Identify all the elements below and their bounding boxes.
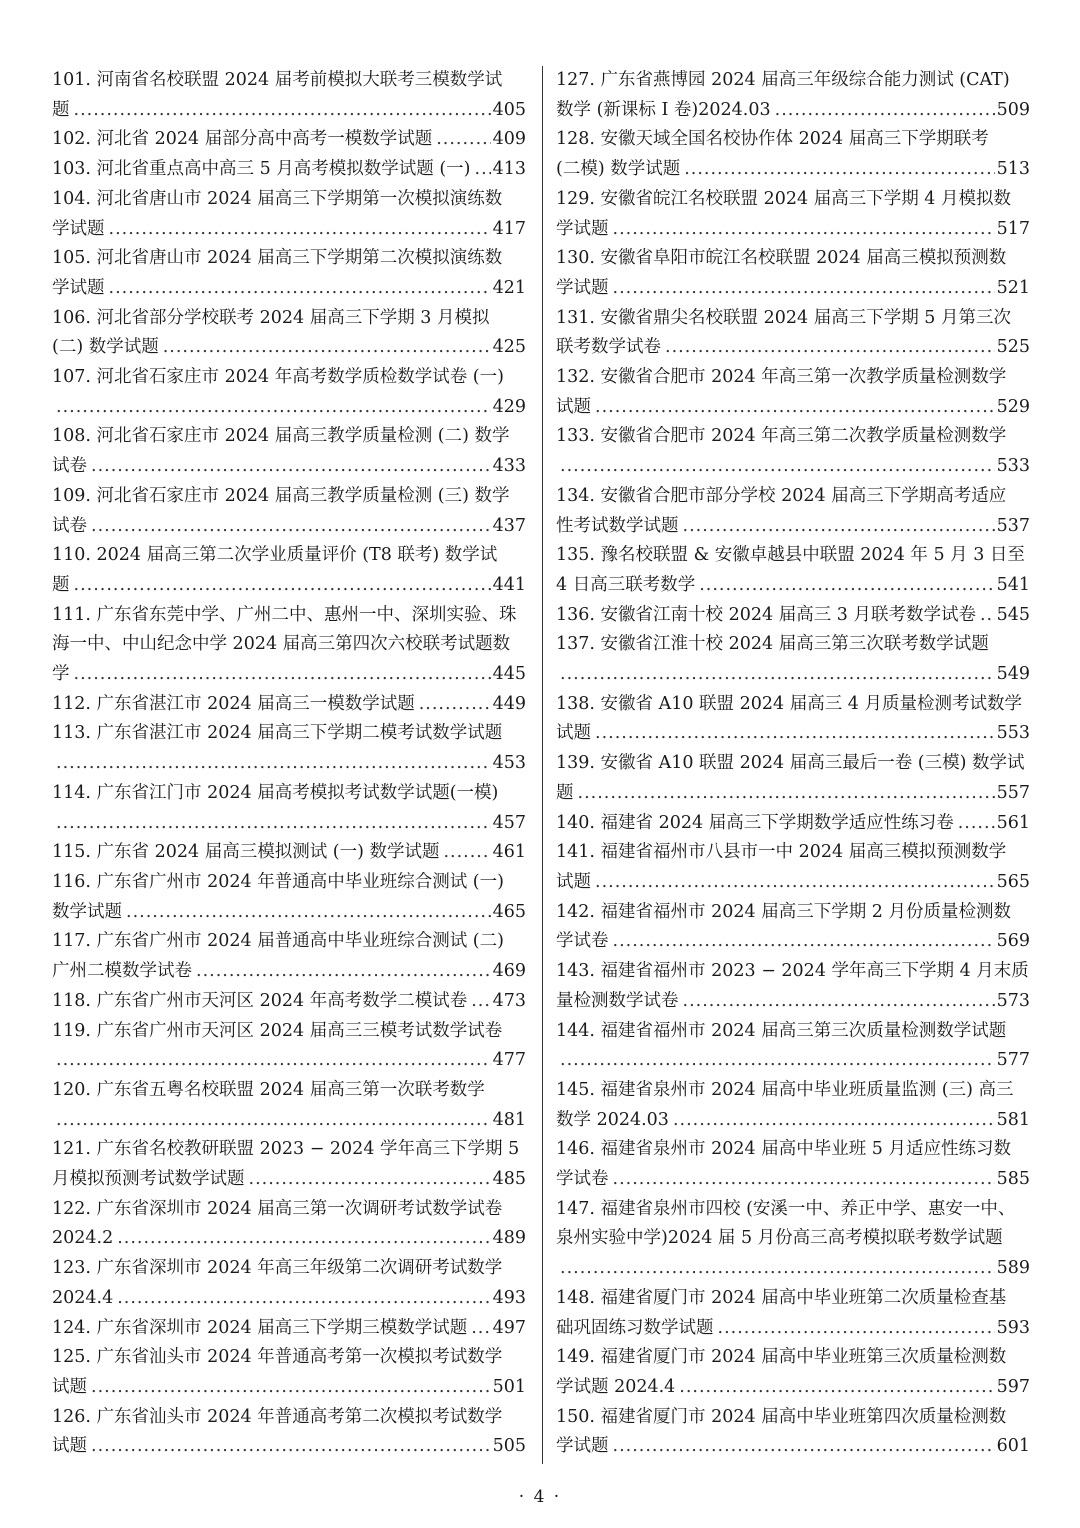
dot-leader [613, 1165, 995, 1195]
toc-entry[interactable] [52, 422, 526, 481]
toc-entry[interactable] [556, 838, 1030, 897]
dot-leader [249, 1165, 491, 1195]
toc-entry-page-number: 445 [492, 664, 526, 685]
toc-entry-title-line: 113. 广东省湛江市 2024 届高三下学期二模考试数学试题 [52, 723, 503, 744]
toc-entry[interactable] [52, 779, 526, 838]
toc-entry[interactable] [556, 630, 1030, 689]
toc-entry-last-line [52, 155, 526, 185]
toc-entry-title-line: 139. 安徽省 A10 联盟 2024 届高三最后一卷 (三模) 数学试 [556, 753, 1025, 774]
dot-leader [673, 1106, 995, 1136]
toc-entry-title-tail: (二) 数学试题 [52, 337, 159, 358]
toc-entry-last-line [556, 719, 1030, 749]
toc-entry-title-tail: 题 [52, 99, 70, 120]
dot-leader [56, 1046, 491, 1076]
toc-entry-last-line [556, 155, 1030, 185]
toc-entry-page-number: 585 [996, 1169, 1030, 1190]
dot-leader [595, 393, 995, 423]
toc-entry[interactable] [556, 601, 1030, 631]
toc-entry[interactable] [556, 482, 1030, 541]
toc-entry[interactable] [52, 1343, 526, 1402]
toc-entry[interactable] [556, 1403, 1030, 1462]
toc-entry-title-tail: 2024.2 [52, 1228, 114, 1249]
toc-entry[interactable] [556, 690, 1030, 749]
toc-entry-title-line: 135. 豫名校联盟 & 安徽卓越县中联盟 2024 年 5 月 3 日至 [556, 545, 1025, 566]
toc-entry-last-line [556, 452, 1030, 482]
toc-entry-last-line [52, 957, 526, 987]
toc-entry-title-line: 130. 安徽省阜阳市皖江名校联盟 2024 届高三模拟预测数 [556, 248, 1007, 269]
toc-entry-last-line [556, 274, 1030, 304]
dot-leader [471, 1314, 490, 1344]
dot-leader [471, 987, 490, 1017]
toc-entry-title-tail: 140. 福建省 2024 届高三下学期数学适应性练习卷 [556, 812, 954, 833]
toc-entry-last-line [52, 898, 526, 928]
toc-entry-page-number: 601 [996, 1436, 1030, 1457]
toc-entry-page-number: 449 [492, 693, 526, 714]
toc-entry-page-number: 529 [996, 396, 1030, 417]
toc-entry-page-number: 417 [492, 218, 526, 239]
toc-entry-title-line: 131. 安徽省鼎尖名校联盟 2024 届高三下学期 5 月第三次 [556, 307, 1011, 328]
toc-entry-title-tail: 量检测数学试卷 [556, 990, 679, 1011]
table-of-contents [46, 66, 1036, 1464]
dot-leader [436, 125, 490, 155]
toc-entry[interactable] [52, 363, 526, 422]
dot-leader [775, 96, 995, 126]
toc-entry-title-tail: 试题 [52, 1436, 87, 1457]
toc-entry-last-line [52, 1284, 526, 1314]
toc-entry-title-tail: 学试题 [556, 218, 609, 239]
toc-entry-title-line: 101. 河南省名校联盟 2024 届考前模拟大联考三模数学试 [52, 70, 503, 90]
toc-entry[interactable] [52, 719, 526, 778]
toc-entry-title-tail: 数学 2024.03 [556, 1109, 669, 1130]
toc-entry-last-line [556, 779, 1030, 809]
toc-entry-title-tail: 数学 (新课标 I 卷)2024.03 [556, 99, 771, 120]
toc-entry-title-tail: 础巩固练习数学试题 [556, 1317, 714, 1338]
dot-leader [683, 512, 995, 542]
toc-entry-last-line [556, 512, 1030, 542]
toc-entry[interactable] [556, 1284, 1030, 1343]
dot-leader [56, 809, 491, 839]
toc-entry-last-line [556, 571, 1030, 601]
toc-entry-last-line [52, 96, 526, 126]
toc-entry[interactable] [556, 1343, 1030, 1402]
toc-entry-last-line [556, 1373, 1030, 1403]
toc-entry-last-line [52, 1314, 526, 1344]
toc-entry-title-tail: 性考试数学试题 [556, 515, 679, 536]
toc-entry-title-line: 143. 福建省福州市 2023 − 2024 学年高三下学期 4 月末质 [556, 961, 1029, 982]
toc-entry-last-line [52, 1046, 526, 1076]
toc-entry-title-line: 137. 安徽省江淮十校 2024 届高三第三次联考数学试题 [556, 634, 989, 655]
toc-entry-page-number: 541 [996, 574, 1030, 595]
toc-entry-page-number: 557 [996, 782, 1030, 803]
toc-entry-title-line: 109. 河北省石家庄市 2024 届高三教学质量检测 (三) 数学 [52, 485, 510, 506]
toc-entry-last-line [52, 987, 526, 1017]
toc-entry-last-line [52, 690, 526, 720]
toc-entry-last-line [556, 987, 1030, 1017]
toc-entry-page-number: 481 [492, 1109, 526, 1130]
toc-entry[interactable] [556, 1135, 1030, 1194]
dot-leader [74, 96, 491, 126]
toc-entry-title-line: 148. 福建省厦门市 2024 届高中毕业班第二次质量检查基 [556, 1287, 1007, 1308]
toc-entry-title-tail: 学试卷 [556, 931, 609, 952]
toc-entry-title-tail: 学试卷 [556, 1169, 609, 1190]
toc-entry-page-number: 569 [996, 931, 1030, 952]
toc-entry-title-tail: 学试题 [52, 277, 105, 298]
toc-entry-page-number: 409 [492, 129, 526, 150]
toc-entry[interactable] [52, 244, 526, 303]
toc-entry-page-number: 497 [492, 1317, 526, 1338]
toc-entry-page-number: 429 [492, 396, 526, 417]
dot-leader [163, 333, 491, 363]
dot-leader [578, 779, 995, 809]
dot-leader [613, 1432, 995, 1462]
toc-entry-title-line: 海一中、中山纪念中学 2024 届高三第四次六校联考试题数 [52, 634, 511, 655]
toc-entry-page-number: 565 [996, 871, 1030, 892]
toc-entry-last-line [556, 809, 1030, 839]
toc-entry-page-number: 533 [996, 456, 1030, 477]
toc-entry-title-tail: 4 日高三联考数学 [556, 574, 696, 595]
dot-leader [613, 927, 995, 957]
toc-entry-page-number: 485 [492, 1169, 526, 1190]
toc-entry-title-tail: 118. 广东省广州市天河区 2024 年高考数学二模试卷 [52, 990, 468, 1011]
toc-entry-page-number: 493 [492, 1287, 526, 1308]
toc-entry-page-number: 437 [492, 515, 526, 536]
toc-entry-page-number: 413 [492, 159, 526, 180]
dot-leader [595, 868, 995, 898]
toc-entry-title-tail: 联考数学试卷 [556, 337, 661, 358]
toc-entry-page-number: 457 [492, 812, 526, 833]
toc-entry-page-number: 473 [492, 990, 526, 1011]
toc-entry[interactable] [556, 1076, 1030, 1135]
toc-entry-title-line: 126. 广东省汕头市 2024 年普通高考第二次模拟考试数学 [52, 1406, 503, 1427]
dot-leader [419, 690, 491, 720]
toc-entry[interactable] [52, 987, 526, 1017]
toc-entry-title-tail: 103. 河北省重点高中高三 5 月高考模拟数学试题 (一) [52, 159, 471, 180]
toc-entry-last-line [52, 274, 526, 304]
toc-entry[interactable] [556, 809, 1030, 839]
toc-entry-title-line: 149. 福建省厦门市 2024 届高中毕业班第三次质量检测数 [556, 1347, 1007, 1368]
toc-entry-last-line [52, 125, 526, 155]
toc-entry-title-tail: 试题 [556, 396, 591, 417]
toc-entry-title-line: 122. 广东省深圳市 2024 届高三第一次调研考试数学试卷 [52, 1198, 503, 1219]
toc-entry-page-number: 553 [996, 723, 1030, 744]
toc-entry[interactable] [52, 868, 526, 927]
toc-entry-title-line: 108. 河北省石家庄市 2024 届高三教学质量检测 (二) 数学 [52, 426, 510, 447]
toc-entry-title-line: 146. 福建省泉州市 2024 届高中毕业班 5 月适应性练习数 [556, 1139, 1011, 1160]
toc-entry-page-number: 573 [996, 990, 1030, 1011]
toc-entry-title-line: 129. 安徽省皖江名校联盟 2024 届高三下学期 4 月模拟数 [556, 188, 1011, 209]
toc-entry-page-number: 593 [996, 1317, 1030, 1338]
toc-entry-title-tail: 学试题 [556, 277, 609, 298]
toc-entry[interactable] [52, 1314, 526, 1344]
toc-entry[interactable] [556, 363, 1030, 422]
toc-entry-last-line [52, 1106, 526, 1136]
toc-entry-last-line [52, 393, 526, 423]
toc-entry[interactable] [52, 1195, 526, 1254]
toc-entry-last-line [556, 1046, 1030, 1076]
toc-entry-page-number: 453 [492, 753, 526, 774]
dot-leader [109, 274, 491, 304]
toc-entry[interactable] [556, 244, 1030, 303]
toc-entry-title-tail: 学试题 [556, 1436, 609, 1457]
toc-entry-last-line [556, 1314, 1030, 1344]
dot-leader [560, 1046, 995, 1076]
toc-entry-page-number: 489 [492, 1228, 526, 1249]
toc-entry[interactable] [52, 1403, 526, 1462]
dot-leader [56, 1106, 491, 1136]
dot-leader [117, 1284, 490, 1314]
toc-entry-page-number: 581 [996, 1109, 1030, 1130]
toc-entry-title-line: 134. 安徽省合肥市部分学校 2024 届高三下学期高考适应 [556, 485, 1007, 506]
toc-entry-title-line: 145. 福建省泉州市 2024 届高中毕业班质量监测 (三) 高三 [556, 1079, 1014, 1100]
toc-entry[interactable] [556, 422, 1030, 481]
toc-entry-page-number: 537 [996, 515, 1030, 536]
toc-entry-page-number: 589 [996, 1258, 1030, 1279]
toc-entry-title-line: 132. 安徽省合肥市 2024 年高三第一次教学质量检测数学 [556, 367, 1007, 388]
toc-entry-title-tail: 学试题 2024.4 [556, 1376, 676, 1397]
page-number: · 4 · [518, 1487, 562, 1507]
toc-entry-last-line [52, 1224, 526, 1254]
toc-entry-last-line [52, 838, 526, 868]
toc-entry-title-line: 120. 广东省五粤名校联盟 2024 届高三第一次联考数学 [52, 1079, 485, 1100]
toc-entry-page-number: 545 [996, 604, 1030, 625]
toc-entry-page-number: 505 [492, 1436, 526, 1457]
toc-entry[interactable] [556, 125, 1030, 184]
toc-entry-title-tail: 试卷 [52, 456, 87, 477]
toc-entry[interactable] [556, 66, 1030, 125]
toc-entry-title-line: 116. 广东省广州市 2024 年普通高中毕业班综合测试 (一) [52, 871, 504, 892]
toc-entry-title-tail: 试卷 [52, 515, 87, 536]
dot-leader [679, 1373, 994, 1403]
toc-entry-page-number: 509 [996, 99, 1030, 120]
toc-entry-page-number: 597 [996, 1376, 1030, 1397]
toc-entry-title-tail: 学 [52, 664, 70, 685]
toc-entry-last-line [556, 215, 1030, 245]
toc-entry-page-number: 561 [996, 812, 1030, 833]
toc-entry-last-line [52, 1165, 526, 1195]
toc-entry-title-tail: 试题 [556, 723, 591, 744]
column-divider [542, 66, 543, 1464]
toc-entry-title-line: 106. 河北省部分学校联考 2024 届高三下学期 3 月模拟 [52, 307, 490, 328]
toc-entry-title-line: 117. 广东省广州市 2024 届普通高中毕业班综合测试 (二) [52, 931, 504, 952]
toc-entry-last-line [52, 215, 526, 245]
toc-entry-page-number: 577 [996, 1050, 1030, 1071]
toc-entry[interactable] [52, 1017, 526, 1076]
toc-entry-last-line [556, 1165, 1030, 1195]
dot-leader [91, 452, 491, 482]
toc-entry[interactable] [52, 66, 526, 125]
dot-leader [475, 155, 491, 185]
toc-right-column [556, 66, 1030, 1462]
toc-entry-last-line [52, 333, 526, 363]
toc-entry[interactable] [52, 304, 526, 363]
dot-leader [560, 660, 995, 690]
dot-leader [683, 987, 995, 1017]
toc-entry-page-number: 469 [492, 961, 526, 982]
toc-entry[interactable] [52, 155, 526, 185]
toc-entry-title-line: 泉州实验中学)2024 届 5 月份高三高考模拟联考数学试题 [556, 1228, 1003, 1249]
dot-leader [91, 512, 491, 542]
toc-entry-last-line [556, 927, 1030, 957]
toc-entry-title-tail: 题 [52, 574, 70, 595]
toc-entry-page-number: 421 [492, 277, 526, 298]
toc-entry-title-tail: 115. 广东省 2024 届高三模拟测试 (一) 数学试题 [52, 842, 440, 863]
toc-entry-title-tail: 136. 安徽省江南十校 2024 届高三 3 月联考数学试卷 [556, 604, 976, 625]
toc-entry-last-line [52, 809, 526, 839]
dot-leader [699, 571, 994, 601]
toc-entry-title-line: 119. 广东省广州市天河区 2024 届高三三模考试数学试卷 [52, 1020, 503, 1041]
dot-leader [443, 838, 490, 868]
toc-entry-title-tail: 数学试题 [52, 901, 122, 922]
toc-entry-title-line: 128. 安徽天域全国名校协作体 2024 届高三下学期联考 [556, 129, 989, 150]
toc-entry-title-line: 107. 河北省石家庄市 2024 年高考数学质检数学试卷 (一) [52, 367, 504, 388]
toc-entry-last-line [556, 868, 1030, 898]
toc-entry-title-line: 147. 福建省泉州市四校 (安溪一中、养正中学、惠安一中、 [556, 1198, 1016, 1219]
toc-entry-title-tail: 2024.4 [52, 1287, 114, 1308]
toc-entry[interactable] [52, 838, 526, 868]
toc-entry-title-line: 105. 河北省唐山市 2024 届高三下学期第二次模拟演练数 [52, 248, 503, 269]
toc-entry-title-line: 144. 福建省福州市 2024 届高三第三次质量检测数学试题 [556, 1020, 1007, 1041]
dot-leader [665, 333, 995, 363]
toc-entry-title-line: 121. 广东省名校教研联盟 2023 − 2024 学年高三下学期 5 [52, 1139, 520, 1160]
dot-leader [560, 1254, 995, 1284]
toc-entry-title-line: 142. 福建省福州市 2024 届高三下学期 2 月份质量检测数 [556, 901, 1011, 922]
toc-entry-last-line [556, 1254, 1030, 1284]
dot-leader [74, 660, 491, 690]
dot-leader [595, 719, 995, 749]
toc-entry-last-line [52, 1432, 526, 1462]
toc-entry-last-line [556, 1106, 1030, 1136]
toc-entry-page-number: 441 [492, 574, 526, 595]
toc-entry-last-line [52, 749, 526, 779]
toc-entry[interactable] [52, 482, 526, 541]
toc-entry[interactable] [556, 541, 1030, 600]
toc-entry-title-line: 110. 2024 届高三第二次学业质量评价 (T8 联考) 数学试 [52, 545, 498, 566]
dot-leader [560, 452, 995, 482]
dot-leader [117, 1224, 490, 1254]
toc-entry[interactable] [52, 690, 526, 720]
toc-entry[interactable] [556, 185, 1030, 244]
toc-entry-page-number: 433 [492, 456, 526, 477]
toc-entry-title-line: 123. 广东省深圳市 2024 年高三年级第二次调研考试数学 [52, 1258, 503, 1279]
toc-entry[interactable] [52, 1135, 526, 1194]
toc-entry-title-line: 150. 福建省厦门市 2024 届高中毕业班第四次质量检测数 [556, 1406, 1007, 1427]
dot-leader [613, 215, 995, 245]
toc-entry-page-number: 405 [492, 99, 526, 120]
dot-leader [684, 155, 994, 185]
toc-entry[interactable] [556, 304, 1030, 363]
toc-entry-last-line [556, 96, 1030, 126]
dot-leader [196, 957, 491, 987]
toc-entry-page-number: 425 [492, 337, 526, 358]
toc-entry-title-tail: 102. 河北省 2024 届部分高中高考一模数学试题 [52, 129, 433, 150]
toc-left-column [52, 66, 526, 1462]
toc-entry[interactable] [52, 125, 526, 155]
toc-entry-title-line: 104. 河北省唐山市 2024 届高三下学期第一次模拟演练数 [52, 188, 503, 209]
dot-leader [56, 749, 491, 779]
dot-leader [718, 1314, 995, 1344]
toc-entry-last-line [52, 1373, 526, 1403]
toc-entry-last-line [52, 452, 526, 482]
toc-entry-title-tail: 112. 广东省湛江市 2024 届高三一模数学试题 [52, 693, 415, 714]
toc-entry-page-number: 461 [492, 842, 526, 863]
toc-entry-title-tail: 试题 [556, 871, 591, 892]
toc-entry-last-line [556, 601, 1030, 631]
toc-entry-title-line: 125. 广东省汕头市 2024 年普通高考第一次模拟考试数学 [52, 1347, 503, 1368]
toc-entry-last-line [52, 660, 526, 690]
dot-leader [958, 809, 995, 839]
toc-entry[interactable] [52, 185, 526, 244]
dot-leader [126, 898, 491, 928]
toc-entry-title-line: 141. 福建省福州市八县市一中 2024 届高三模拟预测数学 [556, 842, 1007, 863]
toc-entry-page-number: 501 [492, 1376, 526, 1397]
toc-entry-last-line [556, 660, 1030, 690]
toc-entry-last-line [556, 393, 1030, 423]
dot-leader [74, 571, 491, 601]
toc-entry-last-line [556, 333, 1030, 363]
dot-leader [56, 393, 491, 423]
toc-entry-title-line: 114. 广东省江门市 2024 届高考模拟考试数学试题(一模) [52, 782, 499, 803]
toc-entry[interactable] [52, 541, 526, 600]
toc-entry-page-number: 525 [996, 337, 1030, 358]
toc-entry-title-tail: (二模) 数学试题 [556, 159, 681, 180]
toc-entry-last-line [52, 512, 526, 542]
toc-entry[interactable] [556, 957, 1030, 1016]
toc-entry[interactable] [556, 749, 1030, 808]
toc-entry-title-line: 133. 安徽省合肥市 2024 年高三第二次教学质量检测数学 [556, 426, 1007, 447]
toc-entry-title-line: 138. 安徽省 A10 联盟 2024 届高三 4 月质量检测考试数学 [556, 693, 1022, 714]
toc-entry[interactable] [52, 927, 526, 986]
toc-entry-title-tail: 题 [556, 782, 574, 803]
toc-entry-title-tail: 广州二模数学试卷 [52, 961, 192, 982]
toc-entry-title-tail: 124. 广东省深圳市 2024 届高三下学期三模数学试题 [52, 1317, 468, 1338]
toc-entry-title-tail: 试题 [52, 1376, 87, 1397]
toc-entry[interactable] [556, 1195, 1030, 1284]
toc-entry-page-number: 549 [996, 664, 1030, 685]
toc-entry-last-line [52, 571, 526, 601]
toc-entry-title-tail: 月模拟预测考试数学试题 [52, 1169, 245, 1190]
toc-entry[interactable] [556, 1017, 1030, 1076]
toc-entry-title-line: 127. 广东省燕博园 2024 届高三年级综合能力测试 (CAT) [556, 70, 1010, 90]
dot-leader [91, 1373, 491, 1403]
toc-entry[interactable] [556, 898, 1030, 957]
toc-entry-page-number: 465 [492, 901, 526, 922]
dot-leader [613, 274, 995, 304]
toc-entry-title-line: 111. 广东省东莞中学、广州二中、惠州一中、深圳实验、珠 [52, 604, 517, 625]
dot-leader [980, 601, 995, 631]
toc-entry-page-number: 521 [996, 277, 1030, 298]
toc-entry[interactable] [52, 601, 526, 690]
toc-entry[interactable] [52, 1254, 526, 1313]
toc-entry-page-number: 513 [996, 159, 1030, 180]
toc-entry[interactable] [52, 1076, 526, 1135]
toc-entry-page-number: 517 [996, 218, 1030, 239]
dot-leader [91, 1432, 491, 1462]
toc-entry-title-tail: 学试题 [52, 218, 105, 239]
dot-leader [109, 215, 491, 245]
toc-entry-page-number: 477 [492, 1050, 526, 1071]
toc-entry-last-line [556, 1432, 1030, 1462]
